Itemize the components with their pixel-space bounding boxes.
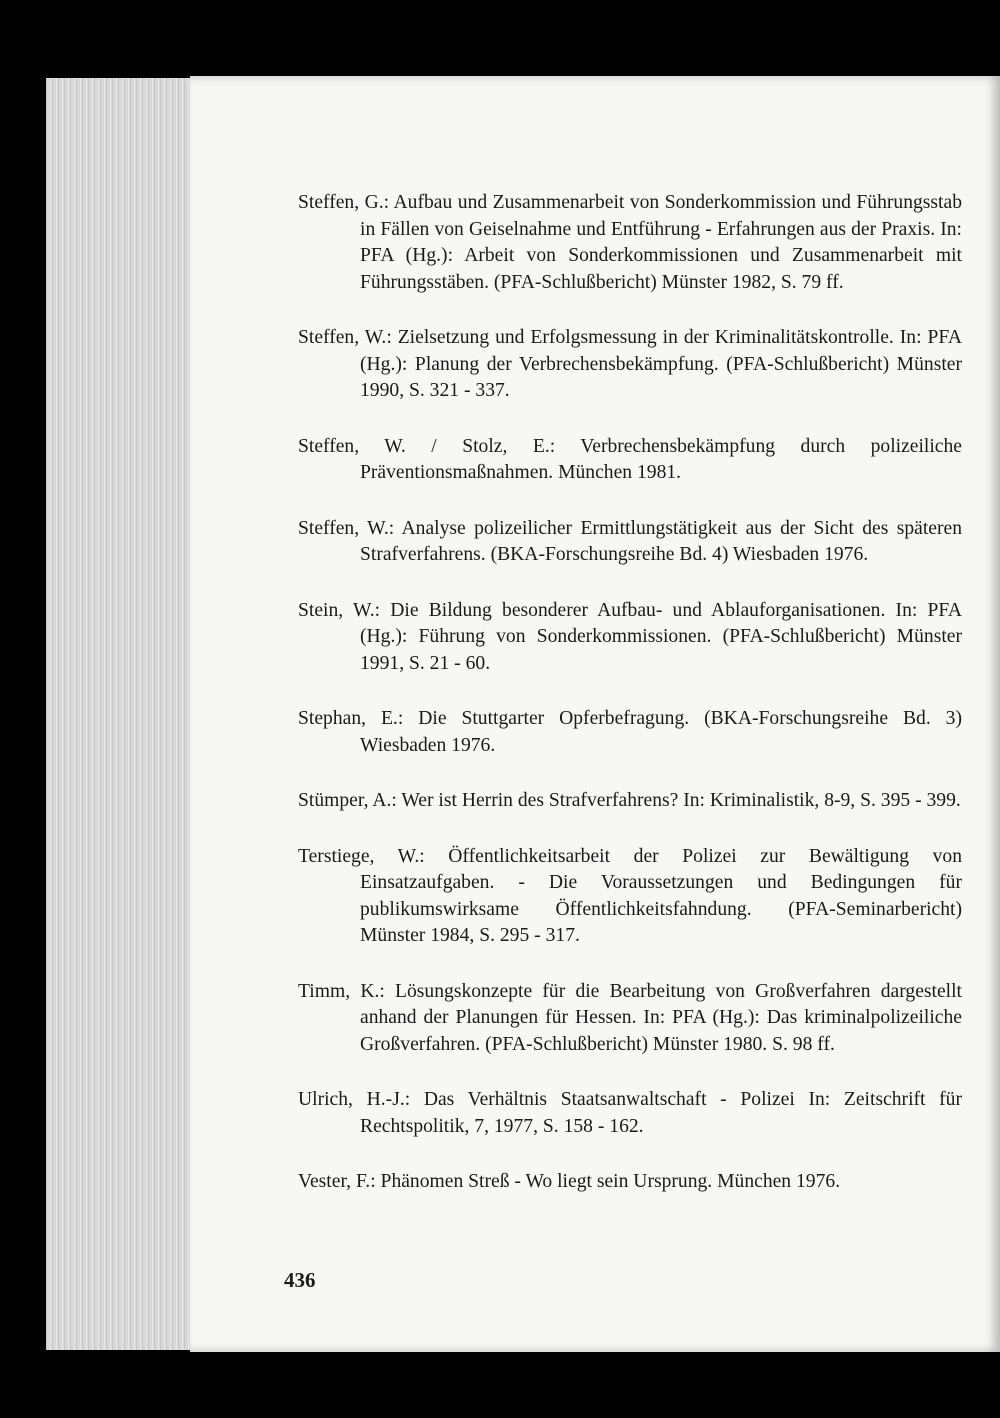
bibliography-entry: Steffen, G.: Aufbau und Zusammenarbeit von Sonderkommission und Führungsstab in Fällen von Geiselnahme und Entführung - Erfahrungen aus der Praxis. In: PFA (Hg.): Arbeit von Sonderkommissionen und Zusammenarbeit mit Führungsstäben. (PFA-Schlußbericht) Münster 1982, S. 79 ff. [298,192,962,293]
book-page-edges [46,78,196,1350]
bibliography-entry: Steffen, W. / Stolz, E.: Verbrechensbekämpfung durch polizeiliche Präventionsmaßnahmen. München 1981. [298,435,962,483]
bibliography-entry: Stümper, A.: Wer ist Herrin des Strafverfahrens? In: Kriminalistik, 8-9, S. 395 - 399. [298,790,961,811]
bibliography-entry: Stein, W.: Die Bildung besonderer Aufbau- und Ablauforganisationen. In: PFA (Hg.): Führung von Sonderkommissionen. (PFA-Schlußbericht) Münster 1991, S. 21 - 60. [298,599,962,674]
bibliography-entry: Ulrich, H.-J.: Das Verhältnis Staatsanwaltschaft - Polizei In: Zeitschrift für Rechtspolitik, 7, 1977, S. 158 - 162. [298,1089,962,1137]
bibliography-entry: Steffen, W.: Zielsetzung und Erfolgsmessung in der Kriminalitätskontrolle. In: PFA (Hg.): Planung der Verbrechensbekämpfung. (PFA-Schlußbericht) Münster 1990, S. 321 - 337. [298,327,962,401]
bibliography-entry: Timm, K.: Lösungskonzepte für die Bearbeitung von Großverfahren dargestellt anhand der Planungen für Hessen. In: PFA (Hg.): Das kriminalpolizeiliche Großverfahren. (PFA-Schlußbericht) Münster 1980. S. 98 ff. [298,980,962,1055]
bibliography-entry: Stephan, E.: Die Stuttgarter Opferbefragung. (BKA-Forschungsreihe Bd. 3) Wiesbaden 1976. [298,708,962,756]
bibliography-entry: Vester, F.: Phänomen Streß - Wo liegt sein Ursprung. München 1976. [298,1171,841,1192]
bibliography-entry: Steffen, W.: Analyse polizeilicher Ermittlungstätigkeit aus der Sicht des späteren Strafverfahrens. (BKA-Forschungsreihe Bd. 4) Wiesbaden 1976. [298,517,962,565]
page-number: 436 [284,1268,316,1292]
bibliography-entry: Terstiege, W.: Öffentlichkeitsarbeit der Polizei zur Bewältigung von Einsatzaufgaben. - Die Voraussetzungen und Bedingungen für publikumswirksame Öffentlichkeitsfahndung. (PFA-Seminarbericht) Münster 1984, S. 295 - 317. [298,845,962,946]
bibliography-list [298,190,962,1225]
